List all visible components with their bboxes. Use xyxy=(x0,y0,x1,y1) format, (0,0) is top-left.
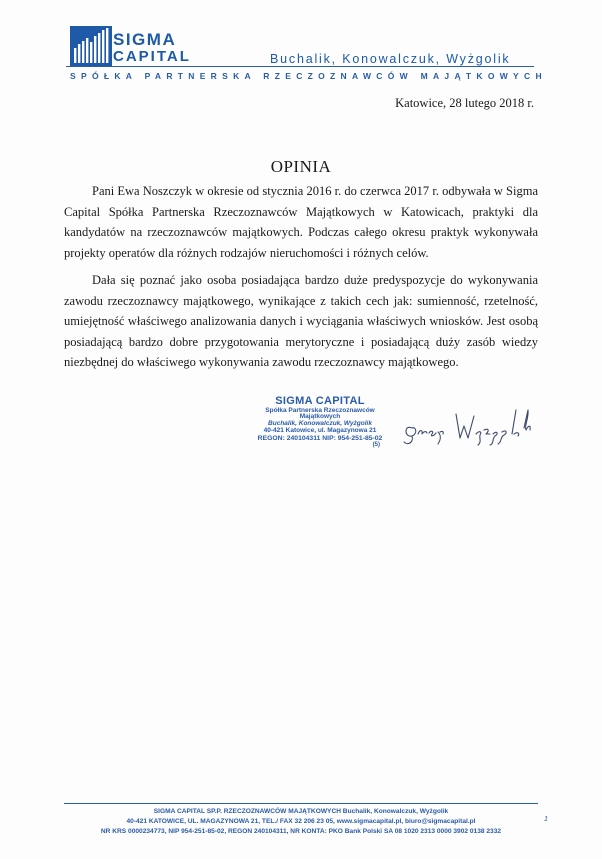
footer-registration: NR KRS 0000234773, NIP 954-251-85-02, REGON 240104311, NR KONTA: PKO Bank Polski SA 08 1020 2313 0000 3902 0138 2332 xyxy=(100,828,502,835)
page-number: 1 xyxy=(544,816,548,823)
footer xyxy=(64,807,538,837)
company-name-line: SPÓŁKA PARTNERSKA RZECZOZNAWCÓW MAJĄTKOWYCH xyxy=(70,71,547,81)
company-stamp xyxy=(246,396,394,448)
stamp-partners: Buchalik, Konowalczuk, Wyżgolik xyxy=(268,420,372,428)
stamp-number: (5) xyxy=(372,441,380,448)
handwritten-signature xyxy=(398,404,548,446)
partners-names: Buchalik, Konowalczuk, Wyżgolik xyxy=(270,52,511,66)
brand-line-1: SIGMA xyxy=(113,30,177,49)
stamp-regon: REGON: 240104311 NIP: 954-251-85-02 xyxy=(257,434,383,442)
header-divider xyxy=(66,66,534,67)
letter-title: OPINIA xyxy=(270,157,332,176)
brand-name xyxy=(113,31,191,64)
brand-line-2: CAPITAL xyxy=(113,48,191,65)
paragraph-2 xyxy=(64,270,538,373)
stamp-subtitle: Spółka Partnerska Rzeczoznawców Majątkowych xyxy=(265,406,375,421)
stamp-address: 40-421 Katowice, ul. Magazynowa 21 xyxy=(263,426,377,434)
paragraph-2-text: Dała się poznać jako osoba posiadająca bardzo duże predyspozycje do wykonywania zawodu rzeczoznawcy majątkowego, wynikające z takich cech jak: sumienność, rzetelność, umiejętność właściwego analizowania danych i wyciągania właściwych wniosków. Jest osobą posiadającą bardzo dobre przygotowania merytoryczne i posiadającą duży zasób wiedzy niezbędnej do właściwego wykonywania zawodu rzeczoznawcy majątkowego. xyxy=(64,273,538,369)
sigma-capital-logo-icon xyxy=(70,26,112,66)
paragraph-1-text: Pani Ewa Noszczyk w okresie od stycznia 2016 r. do czerwca 2017 r. odbywała w Sigma Capital Spółka Partnerska Rzeczoznawców Majątkowych w Katowicach, praktyki dla kandydatów na rzeczoznawców majątkowych. Podczas całego okresu praktyk wykonywała projekty operatów dla różnych rodzajów nieruchomości i różnych celów. xyxy=(64,184,538,260)
stamp-title: SIGMA CAPITAL xyxy=(275,395,365,407)
footer-address: 40-421 KATOWICE, UL. MAGAZYNOWA 21, TEL./ FAX 32 206 23 05, www.sigmacapital.pl, biuro@sigmacapital.pl xyxy=(126,818,476,825)
footer-company: SIGMA CAPITAL SP.P. RZECZOZNAWCÓW MAJĄTKOWYCH Buchalik, Konowalczuk, Wyżgolik xyxy=(153,808,449,815)
letter-date: Katowice, 28 lutego 2018 r. xyxy=(395,96,534,110)
paragraph-1 xyxy=(64,181,538,263)
footer-divider xyxy=(64,803,538,804)
